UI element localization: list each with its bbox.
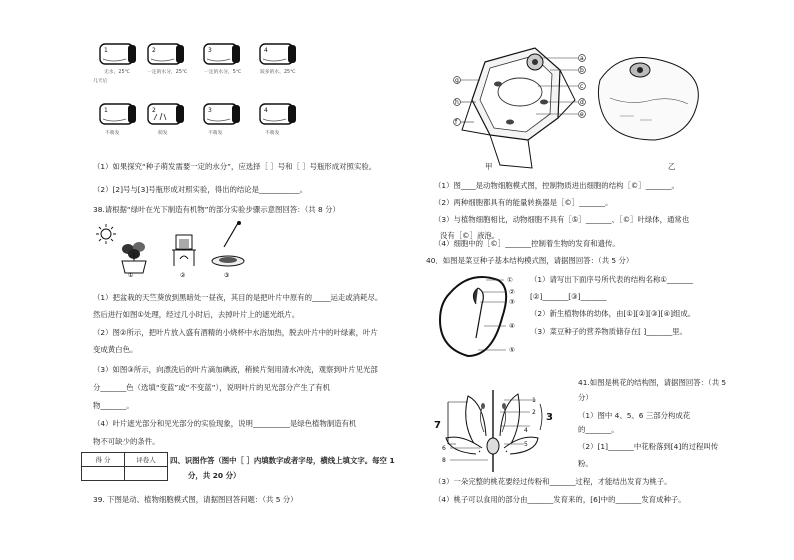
q38-3a: （3）如图③所示，向漂洗后的叶片滴加碘液，稍候片刻用清水冲洗，观察到叶片见光部: [93, 365, 378, 374]
q40-2: （2）新生植物体的幼体，由[①][②][③][④]组成。: [530, 309, 696, 318]
q38-1a: （1）把盆栽的天竺葵放到黑暗处一昼夜，其目的是把叶片中原有的_____运走或消耗尽。: [93, 293, 383, 302]
section-4-heading: 四、识图作答（图中［ ］内填数字或者字母，横线上填文字。每空 1: [170, 456, 395, 465]
svg-text:g: g: [455, 77, 459, 84]
jar-label: 较多的水，25℃: [260, 70, 296, 75]
score-table: [81, 452, 168, 481]
svg-text:5: 5: [524, 441, 528, 448]
svg-text:②: ②: [180, 272, 186, 279]
right-column: [426, 0, 794, 560]
q38-4b: 物不可缺少的条件。: [93, 437, 160, 446]
svg-text:2: 2: [532, 409, 536, 416]
svg-text:⑤: ⑤: [509, 346, 515, 354]
row-caption: 几天后: [93, 79, 108, 84]
svg-text:③: ③: [509, 298, 515, 306]
jar-label: 不萌发: [208, 131, 223, 136]
q39-1: （1）图____是动物细胞模式图，控制物质进出细胞的结构［©］_______。: [434, 181, 679, 190]
q40-1b: [②]_______[③]_______: [530, 292, 607, 301]
jar-label: 不萌发: [265, 131, 280, 136]
q41-title: 41.如图是桃花的结构图，请据图回答：（共 5: [578, 378, 727, 387]
svg-text:f: f: [455, 119, 458, 126]
q41-1b: 的_______。: [578, 425, 619, 434]
svg-text:e: e: [580, 111, 584, 118]
q41-title-cont: 分）: [578, 393, 593, 402]
q38-3b: 分_______色（选填“变蓝”或“不变蓝”），说明叶片的见光部分产生了有机: [93, 383, 331, 392]
q38-4a: （4）叶片遮光部分和见光部分的实验现象，说明__________是绿色植物制造有机: [93, 419, 357, 428]
svg-text:8: 8: [442, 457, 446, 464]
svg-text:③: ③: [224, 272, 230, 279]
flower-label: 7: [434, 420, 441, 431]
q37-1: （1）如果探究“种子萌发需要一定的水分”，应选择［ ］号和［ ］号瓶形成对照实验。: [93, 162, 377, 171]
cell-diagrams: [440, 40, 710, 175]
q41-2a: （2）[1]_______中花粉落到[4]的过程叫传: [578, 442, 719, 451]
label-jia: 甲: [485, 162, 493, 171]
svg-text:2: 2: [152, 107, 156, 114]
score-header: 得 分: [82, 453, 125, 467]
jar-label: 无水，25℃: [104, 70, 130, 75]
section-4-heading-cont: 分，共 20 分）: [188, 471, 241, 480]
jar-2-top: [146, 41, 186, 67]
q41-3: （3）一朵完整的桃花要经过传粉和_______过程，才能结出发育为桃子。: [434, 477, 672, 486]
svg-text:2: 2: [152, 47, 156, 54]
q39-2: （2）两种细胞都具有的能量转换器是［©］_______。: [434, 198, 613, 207]
step-label: ①: [128, 272, 134, 279]
q39-3a: （3）与植物细胞相比，动物细胞不具有［⑤］_______、［©］叶绿体，通常也: [434, 215, 690, 224]
svg-text:6: 6: [442, 445, 446, 452]
q39-3b: 没有［©］液泡。: [440, 231, 500, 240]
jar-label: 一定的水分，25℃: [147, 70, 188, 75]
score-cell[interactable]: [82, 467, 125, 481]
peach-flower-diagram: [420, 382, 580, 474]
q38-2a: （2）图②所示，把叶片放入盛有酒精的小烧杯中水浴加热，脱去叶片中的叶绿素，叶片: [93, 328, 378, 337]
q40-title: 40．如图是菜豆种子基本结构模式图，请据图回答：（共 5 分）: [426, 256, 634, 265]
svg-text:④: ④: [509, 322, 515, 330]
animal-cell-diagram: [598, 58, 698, 141]
seed-label: ①: [507, 276, 513, 284]
jar-label: 不萌发: [105, 131, 120, 136]
bean-seed-diagram: [430, 268, 530, 368]
q38-3c: 物_______。: [93, 401, 134, 410]
jar-1-bottom: [98, 101, 138, 127]
svg-text:1: 1: [104, 107, 108, 114]
svg-text:1: 1: [532, 397, 536, 404]
svg-text:3: 3: [208, 107, 212, 114]
jar-2-bottom: [146, 101, 186, 127]
cell-label: a: [580, 55, 584, 62]
jar-1-top: [98, 41, 138, 67]
beaker-stand-icon: [172, 235, 196, 266]
q38-1b: 然后进行如图①处理，经过几小时后，去掉叶片上的遮光纸片。: [93, 310, 300, 319]
jar-4-top: [258, 41, 298, 67]
jar-label: 一定的水分，5℃: [204, 70, 242, 75]
svg-text:d: d: [580, 99, 584, 106]
svg-text:②: ②: [509, 288, 515, 296]
q39-title: 39. 下图是动、植物细胞模式图，请据图回答问题：（共 5 分）: [93, 495, 298, 504]
q41-4: （4）桃子可以食用的部分由_______发育来的，[6]中的_______发育成种子。: [434, 495, 686, 504]
potted-plant-icon: [122, 242, 146, 273]
q39-4: （4）细胞中的［©］_______控制着生物的发育和遗传。: [434, 239, 620, 248]
plant-cell-diagram: [462, 48, 575, 168]
svg-text:b: b: [580, 67, 584, 74]
q38-2b: 变成黄白色。: [93, 345, 138, 354]
dropper-dish-icon: [212, 221, 244, 266]
q37-2: （2）[2]号与[3]号瓶形成对照实验，得出的结论是___________。: [93, 185, 308, 194]
experiment-steps-illustration: [92, 221, 262, 279]
jar-3-top: [202, 41, 242, 67]
q40-1a: （1）请写出下面序号所代表的结构名称①_______: [530, 275, 693, 284]
q40-3: （3）菜豆种子的营养物质储存在[ ]_______里。: [530, 327, 687, 336]
label-yi: 乙: [668, 162, 676, 171]
sun-icon: [96, 224, 116, 244]
jar-label: 萌发: [158, 131, 168, 136]
q41-1a: （1）图中 4、5、6 三部分构成花: [578, 411, 691, 420]
reviewer-header: 评卷人: [125, 453, 168, 467]
svg-text:3: 3: [208, 47, 212, 54]
jar-3-bottom: [202, 101, 242, 127]
svg-text:4: 4: [264, 47, 268, 54]
q38-title: 38.请根据“绿叶在光下制造有机物”的部分实验步骤示意图回答：（共 8 分）: [93, 205, 340, 214]
svg-text:3: 3: [546, 412, 553, 423]
svg-text:4: 4: [524, 427, 528, 434]
jar-4-bottom: [258, 101, 298, 127]
q41-2b: 粉。: [578, 459, 593, 468]
svg-text:h: h: [455, 99, 459, 106]
svg-text:4: 4: [264, 107, 268, 114]
svg-text:c: c: [580, 83, 584, 90]
reviewer-cell[interactable]: [125, 467, 168, 481]
jar-number: 1: [104, 47, 108, 54]
